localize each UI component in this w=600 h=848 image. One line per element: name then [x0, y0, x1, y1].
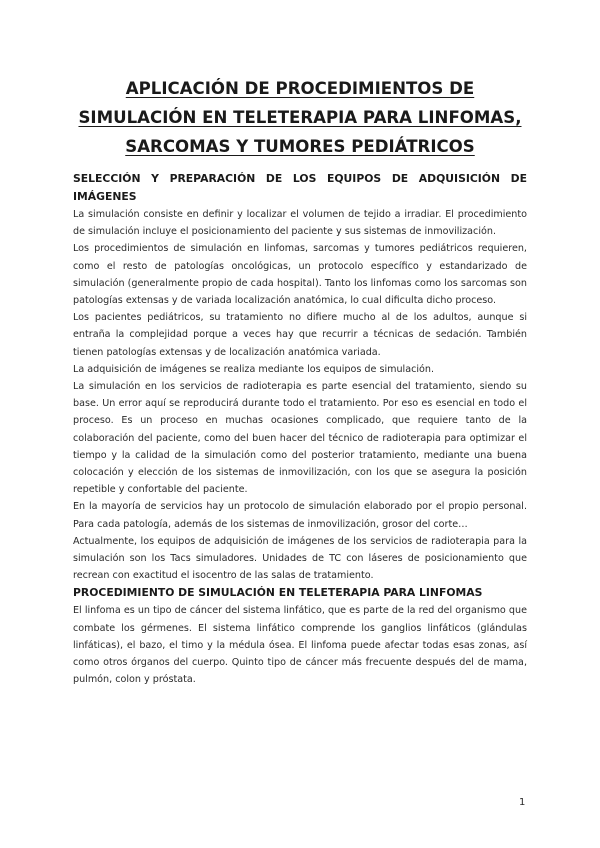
section-heading: PROCEDIMIENTO DE SIMULACIÓN EN TELETERAPIA PARA LINFOMAS — [73, 586, 483, 600]
page-number: 1 — [519, 797, 526, 808]
paragraph: Los procedimientos de simulación en linfomas, sarcomas y tumores pediátricos requieren, como el resto de patologías oncológicas, un protocolo específico y estandarizado de simulación (generalmente propio de cada hospital). Tanto los linfomas como los sarcomas son patologías extensas y de variada localización anatómica, lo cual dificulta dicho proceso. — [73, 243, 527, 307]
section-heading: SELECCIÓN Y PREPARACIÓN DE LOS EQUIPOS DE ADQUISICIÓN DE IMÁGENES — [73, 172, 527, 203]
paragraph: Los pacientes pediátricos, su tratamiento no difiere mucho al de los adultos, aunque si entraña la complejidad porque a veces hay que recurrir a técnicas de sedación. También tienen patologías extensas y de localización anatómica variada. — [73, 312, 527, 358]
paragraph: Actualmente, los equipos de adquisición de imágenes de los servicios de radioterapia para la simulación son los Tacs simuladores. Unidades de TC con láseres de posicionamiento que recrean con exactitud el isocentro de las salas de tratamiento. — [73, 535, 527, 582]
paragraph: La simulación en los servicios de radioterapia es parte esencial del tratamiento, siendo su base. Un error aquí se reproducirá durante todo el tratamiento. Por eso es esencial en todo el proceso. Es un proceso en muchas ocasiones complicado, que requiere tanto de la colaboración del paciente, como del buen hacer del técnico de radioterapia para optimizar el tiempo y la calidad de la simulación como del posterior tratamiento, mediante una buena colocación y elección de los sistemas de inmovilización, con los que se asegura la posición repetible y confortable del paciente. — [73, 381, 527, 496]
document-title: APLICACIÓN DE PROCEDIMIENTOS DE SIMULACIÓN EN TELETERAPIA PARA LINFOMAS, SARCOMAS Y TUMORES PEDIÁTRICOS — [78, 79, 522, 156]
paragraph: La adquisición de imágenes se realiza mediante los equipos de simulación. — [73, 363, 435, 375]
page-content — [73, 74, 527, 688]
paragraph: La simulación consiste en definir y localizar el volumen de tejido a irradiar. El procedimiento de simulación incluye el posicionamiento del paciente y sus sistemas de inmovilización. — [73, 209, 527, 238]
paragraph: En la mayoría de servicios hay un protocolo de simulación elaborado por el propio personal. Para cada patología, además de los sistemas de inmovilización, grosor del corte… — [73, 501, 527, 530]
paragraph: El linfoma es un tipo de cáncer del sistema linfático, que es parte de la red del organismo que combate los gérmenes. El sistema linfático comprende los ganglios linfáticos (glándulas linfáticas), el bazo, el timo y la médula ósea. El linfoma puede afectar todas esas zonas, así como otros órganos del cuerpo. Quinto tipo de cáncer más frecuente después del de mama, pulmón, colon y próstata. — [73, 605, 527, 686]
